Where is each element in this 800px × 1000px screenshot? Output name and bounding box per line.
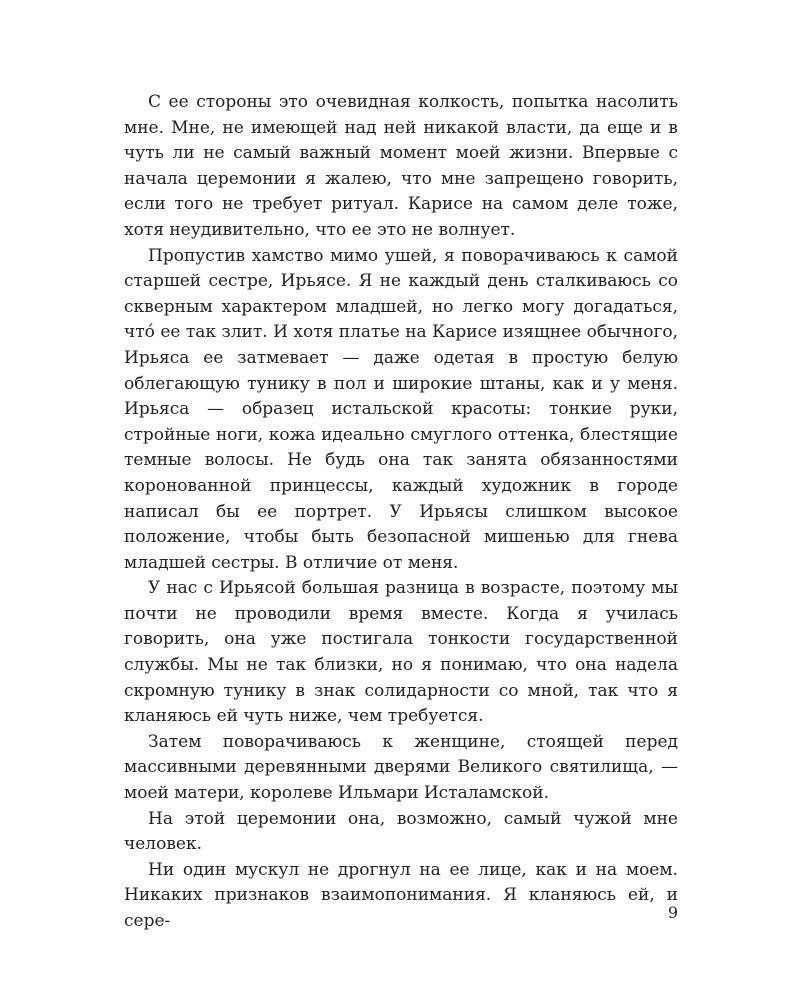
body-text bbox=[124, 90, 678, 935]
paragraph-1: С ее стороны это очевидная колкость, попытка насолить мне. Мне, не имеющей над ней никакой власти, да еще и в чуть ли не самый важный момент моей жизни. Впервые с начала церемонии я жалею, что мне запрещено говорить, если того не требует ритуал. Карисе на самом деле тоже, хотя неудивительно, что ее это не волнует. bbox=[124, 92, 678, 240]
paragraph-6: Ни один мускул не дрогнул на ее лице, как и на моем. Никаких признаков взаимопонимания. Я кланяюсь ей, и сере- bbox=[124, 859, 678, 931]
paragraph-4: Затем поворачиваюсь к женщине, стоящей перед массивными деревянными дверями Великого святилища, — моей матери, королеве Ильмари Исталамской. bbox=[124, 731, 678, 804]
paragraph-5: На этой церемонии она, возможно, самый чужой мне человек. bbox=[124, 808, 678, 855]
paragraph-2: Пропустив хамство мимо ушей, я поворачиваюсь к самой старшей сестре, Ирьясе. Я не каждый день сталкиваюсь со скверным характером младшей, но легко могу догадаться, что́ ее так злит. И хотя платье на Карисе изящнее обычного, Ирьяса ее затмевает — даже одетая в простую белую облегающую тунику в пол и широкие штаны, как и у меня. Ирьяса — образец истальской красоты: тонкие руки, стройные ноги, кожа идеально смуглого оттенка, блестящие темные волосы. Не будь она так занята обязанностями коронованной принцессы, каждый художник в городе написал бы ее портрет. У Ирьясы слишком высокое положение, чтобы быть безопасной мишенью для гнева младшей сестры. В отличие от меня. bbox=[124, 245, 678, 573]
paragraph-3: У нас с Ирьясой большая разница в возрасте, поэтому мы почти не проводили время вместе. Когда я училась говорить, она уже постигала тонкости государственной службы. Мы не так близки, но я понимаю, что она надела скромную тунику в знак солидарности со мной, так что я кланяюсь ей чуть ниже, чем требуется. bbox=[124, 578, 678, 727]
page-number: 9 bbox=[667, 903, 678, 922]
